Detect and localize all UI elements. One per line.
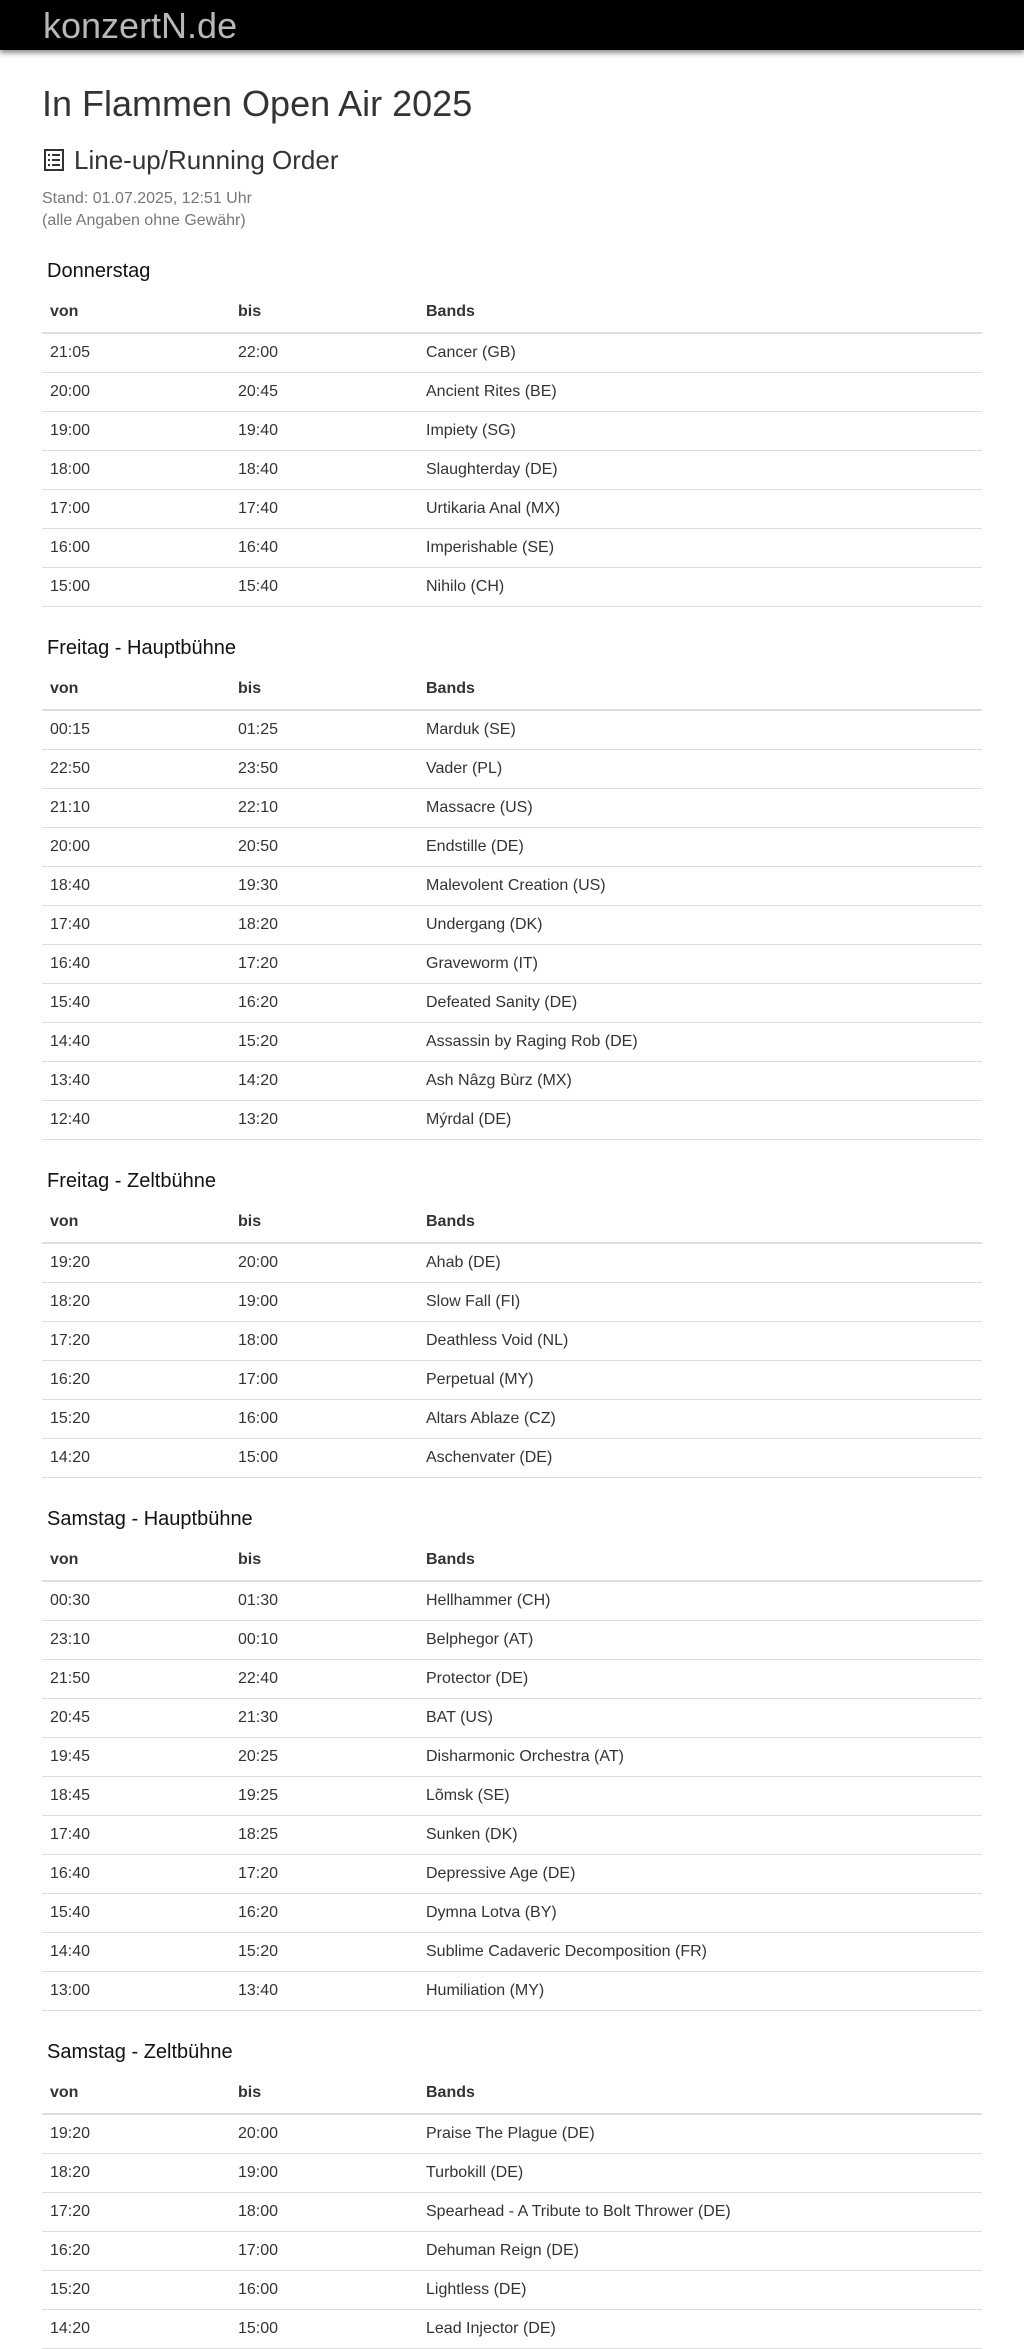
start-time: 18:40 <box>42 867 230 906</box>
table-row <box>42 1738 982 1777</box>
end-time: 17:20 <box>230 945 418 984</box>
start-time: 16:40 <box>42 1855 230 1894</box>
end-time: 16:40 <box>230 529 418 568</box>
start-time: 19:00 <box>42 412 230 451</box>
end-time: 20:50 <box>230 828 418 867</box>
end-time: 01:30 <box>230 1581 418 1621</box>
section-title: Samstag - Zeltbühne <box>47 2041 233 2063</box>
start-time: 19:20 <box>42 1243 230 1283</box>
band-name: Slow Fall (FI) <box>418 1283 982 1322</box>
band-name: Sublime Cadaveric Decomposition (FR) <box>418 1933 982 1972</box>
stand-timestamp: Stand: 01.07.2025, 12:51 Uhr <box>42 190 252 207</box>
start-time: 17:40 <box>42 906 230 945</box>
table-row <box>42 1777 982 1816</box>
header-bis: bis <box>230 292 418 333</box>
start-time: 14:20 <box>42 2310 230 2349</box>
start-time: 12:40 <box>42 1101 230 1140</box>
start-time: 18:20 <box>42 2154 230 2193</box>
band-name: Protector (DE) <box>418 1660 982 1699</box>
start-time: 18:45 <box>42 1777 230 1816</box>
end-time: 20:00 <box>230 2114 418 2154</box>
end-time: 22:10 <box>230 789 418 828</box>
band-name: Mýrdal (DE) <box>418 1101 982 1140</box>
end-time: 15:00 <box>230 2310 418 2349</box>
band-name: Malevolent Creation (US) <box>418 867 982 906</box>
header-bands: Bands <box>418 669 982 710</box>
start-time: 15:20 <box>42 2271 230 2310</box>
band-name: Perpetual (MY) <box>418 1361 982 1400</box>
table-row <box>42 906 982 945</box>
end-time: 18:00 <box>230 2193 418 2232</box>
header-bis: bis <box>230 1202 418 1243</box>
header-bands: Bands <box>418 1540 982 1581</box>
table-row <box>42 1581 982 1621</box>
end-time: 19:00 <box>230 2154 418 2193</box>
start-time: 14:40 <box>42 1933 230 1972</box>
end-time: 16:20 <box>230 1894 418 1933</box>
end-time: 17:00 <box>230 1361 418 1400</box>
start-time: 00:15 <box>42 710 230 750</box>
end-time: 16:00 <box>230 1400 418 1439</box>
band-name: Spearhead - A Tribute to Bolt Thrower (DE) <box>418 2193 982 2232</box>
start-time: 21:05 <box>42 333 230 373</box>
table-row <box>42 750 982 789</box>
end-time: 18:40 <box>230 451 418 490</box>
band-name: Ancient Rites (BE) <box>418 373 982 412</box>
end-time: 13:20 <box>230 1101 418 1140</box>
band-name: Praise The Plague (DE) <box>418 2114 982 2154</box>
schedule-section <box>42 635 982 1140</box>
start-time: 20:00 <box>42 373 230 412</box>
start-time: 15:40 <box>42 984 230 1023</box>
schedule-section <box>42 1506 982 2011</box>
end-time: 17:20 <box>230 1855 418 1894</box>
schedule-sections <box>42 258 982 2349</box>
band-name: Humiliation (MY) <box>418 1972 982 2011</box>
start-time: 16:20 <box>42 1361 230 1400</box>
table-row <box>42 1283 982 1322</box>
end-time: 20:25 <box>230 1738 418 1777</box>
band-name: Assassin by Raging Rob (DE) <box>418 1023 982 1062</box>
schedule-section <box>42 2039 982 2349</box>
band-name: Dymna Lotva (BY) <box>418 1894 982 1933</box>
start-time: 17:20 <box>42 1322 230 1361</box>
table-row <box>42 1243 982 1283</box>
table-row <box>42 984 982 1023</box>
table-row <box>42 1660 982 1699</box>
band-name: Defeated Sanity (DE) <box>418 984 982 1023</box>
table-row <box>42 1621 982 1660</box>
table-row <box>42 2310 982 2349</box>
header-von: von <box>42 1202 230 1243</box>
end-time: 22:00 <box>230 333 418 373</box>
end-time: 00:10 <box>230 1621 418 1660</box>
table-row <box>42 1062 982 1101</box>
end-time: 19:30 <box>230 867 418 906</box>
start-time: 16:40 <box>42 945 230 984</box>
header-bands: Bands <box>418 1202 982 1243</box>
end-time: 16:20 <box>230 984 418 1023</box>
band-name: Graveworm (IT) <box>418 945 982 984</box>
start-time: 17:40 <box>42 1816 230 1855</box>
start-time: 20:45 <box>42 1699 230 1738</box>
table-row <box>42 2232 982 2271</box>
band-name: Vader (PL) <box>418 750 982 789</box>
header-bands: Bands <box>418 2073 982 2114</box>
page-subtitle: Line-up/Running Order <box>74 145 339 175</box>
table-row <box>42 490 982 529</box>
section-title: Freitag - Hauptbühne <box>47 637 237 659</box>
section-title: Freitag - Zeltbühne <box>47 1170 216 1192</box>
header-bis: bis <box>230 669 418 710</box>
table-row <box>42 451 982 490</box>
table-header-row <box>42 292 982 333</box>
running-order-heading <box>42 144 982 176</box>
table-row <box>42 529 982 568</box>
band-name: Belphegor (AT) <box>418 1621 982 1660</box>
start-time: 18:20 <box>42 1283 230 1322</box>
disclaimer: (alle Angaben ohne Gewähr) <box>42 212 246 229</box>
end-time: 22:40 <box>230 1660 418 1699</box>
section-title: Donnerstag <box>47 260 151 282</box>
table-row <box>42 568 982 607</box>
band-name: Turbokill (DE) <box>418 2154 982 2193</box>
table-header-row <box>42 1202 982 1243</box>
main-content <box>0 82 1024 2349</box>
start-time: 16:20 <box>42 2232 230 2271</box>
table-row <box>42 710 982 750</box>
schedule-table <box>42 1540 982 2011</box>
table-row <box>42 1894 982 1933</box>
end-time: 13:40 <box>230 1972 418 2011</box>
end-time: 18:00 <box>230 1322 418 1361</box>
band-name: Urtikaria Anal (MX) <box>418 490 982 529</box>
start-time: 15:40 <box>42 1894 230 1933</box>
table-row <box>42 945 982 984</box>
table-row <box>42 1322 982 1361</box>
schedule-section <box>42 1168 982 1478</box>
start-time: 18:00 <box>42 451 230 490</box>
header-bis: bis <box>230 1540 418 1581</box>
band-name: Lead Injector (DE) <box>418 2310 982 2349</box>
schedule-table <box>42 669 982 1140</box>
table-header-row <box>42 1540 982 1581</box>
start-time: 15:20 <box>42 1400 230 1439</box>
end-time: 18:20 <box>230 906 418 945</box>
table-row <box>42 2114 982 2154</box>
end-time: 14:20 <box>230 1062 418 1101</box>
end-time: 20:45 <box>230 373 418 412</box>
end-time: 16:00 <box>230 2271 418 2310</box>
band-name: Nihilo (CH) <box>418 568 982 607</box>
page-title: In Flammen Open Air 2025 <box>42 83 473 124</box>
table-row <box>42 2271 982 2310</box>
band-name: Lõmsk (SE) <box>418 1777 982 1816</box>
band-name: Lightless (DE) <box>418 2271 982 2310</box>
band-name: Hellhammer (CH) <box>418 1581 982 1621</box>
table-row <box>42 1699 982 1738</box>
band-name: Impiety (SG) <box>418 412 982 451</box>
table-row <box>42 333 982 373</box>
table-row <box>42 1972 982 2011</box>
end-time: 15:20 <box>230 1023 418 1062</box>
band-name: Sunken (DK) <box>418 1816 982 1855</box>
end-time: 15:00 <box>230 1439 418 1478</box>
start-time: 13:40 <box>42 1062 230 1101</box>
start-time: 21:50 <box>42 1660 230 1699</box>
end-time: 23:50 <box>230 750 418 789</box>
table-row <box>42 412 982 451</box>
end-time: 18:25 <box>230 1816 418 1855</box>
start-time: 16:00 <box>42 529 230 568</box>
end-time: 19:40 <box>230 412 418 451</box>
band-name: Disharmonic Orchestra (AT) <box>418 1738 982 1777</box>
table-row <box>42 1933 982 1972</box>
band-name: Ahab (DE) <box>418 1243 982 1283</box>
start-time: 13:00 <box>42 1972 230 2011</box>
start-time: 19:45 <box>42 1738 230 1777</box>
section-title: Samstag - Hauptbühne <box>47 1508 253 1530</box>
band-name: Aschenvater (DE) <box>418 1439 982 1478</box>
band-name: BAT (US) <box>418 1699 982 1738</box>
header-von: von <box>42 1540 230 1581</box>
list-icon <box>44 149 64 171</box>
schedule-table <box>42 2073 982 2349</box>
header-bands: Bands <box>418 292 982 333</box>
start-time: 14:40 <box>42 1023 230 1062</box>
band-name: Dehuman Reign (DE) <box>418 2232 982 2271</box>
band-name: Imperishable (SE) <box>418 529 982 568</box>
table-row <box>42 373 982 412</box>
end-time: 17:40 <box>230 490 418 529</box>
start-time: 19:20 <box>42 2114 230 2154</box>
header-bis: bis <box>230 2073 418 2114</box>
schedule-table <box>42 292 982 607</box>
table-row <box>42 1023 982 1062</box>
table-row <box>42 2154 982 2193</box>
band-name: Ash Nâzg Bùrz (MX) <box>418 1062 982 1101</box>
table-row <box>42 1816 982 1855</box>
band-name: Slaughterday (DE) <box>418 451 982 490</box>
end-time: 19:25 <box>230 1777 418 1816</box>
start-time: 17:00 <box>42 490 230 529</box>
start-time: 21:10 <box>42 789 230 828</box>
start-time: 14:20 <box>42 1439 230 1478</box>
table-header-row <box>42 2073 982 2114</box>
start-time: 20:00 <box>42 828 230 867</box>
stand-info <box>42 188 982 232</box>
band-name: Massacre (US) <box>418 789 982 828</box>
start-time: 00:30 <box>42 1581 230 1621</box>
table-row <box>42 1855 982 1894</box>
top-navbar <box>0 0 1024 50</box>
end-time: 15:20 <box>230 1933 418 1972</box>
brand-logo-link[interactable]: konzertN.de <box>43 5 238 46</box>
table-header-row <box>42 669 982 710</box>
band-name: Cancer (GB) <box>418 333 982 373</box>
band-name: Altars Ablaze (CZ) <box>418 1400 982 1439</box>
table-row <box>42 1439 982 1478</box>
table-row <box>42 828 982 867</box>
start-time: 22:50 <box>42 750 230 789</box>
end-time: 19:00 <box>230 1283 418 1322</box>
header-von: von <box>42 669 230 710</box>
table-row <box>42 2193 982 2232</box>
table-row <box>42 867 982 906</box>
start-time: 17:20 <box>42 2193 230 2232</box>
band-name: Marduk (SE) <box>418 710 982 750</box>
end-time: 15:40 <box>230 568 418 607</box>
header-von: von <box>42 2073 230 2114</box>
table-row <box>42 1101 982 1140</box>
schedule-table <box>42 1202 982 1478</box>
end-time: 01:25 <box>230 710 418 750</box>
table-row <box>42 1361 982 1400</box>
band-name: Endstille (DE) <box>418 828 982 867</box>
band-name: Depressive Age (DE) <box>418 1855 982 1894</box>
end-time: 20:00 <box>230 1243 418 1283</box>
schedule-section <box>42 258 982 607</box>
table-row <box>42 789 982 828</box>
end-time: 21:30 <box>230 1699 418 1738</box>
header-von: von <box>42 292 230 333</box>
start-time: 23:10 <box>42 1621 230 1660</box>
end-time: 17:00 <box>230 2232 418 2271</box>
band-name: Deathless Void (NL) <box>418 1322 982 1361</box>
start-time: 15:00 <box>42 568 230 607</box>
table-row <box>42 1400 982 1439</box>
band-name: Undergang (DK) <box>418 906 982 945</box>
